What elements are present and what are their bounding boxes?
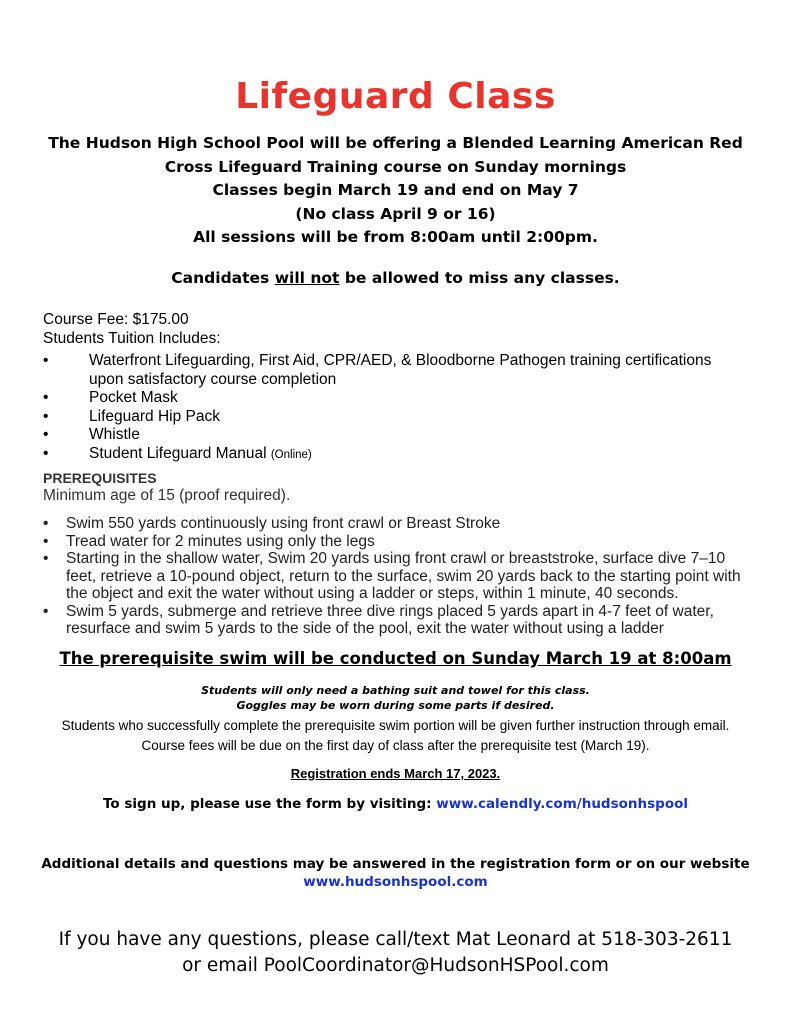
list-item (43, 515, 755, 533)
intro-line: All sessions will be from 8:00am until 2:00pm. (193, 228, 598, 246)
intro-line: Classes begin March 19 and end on May 7 (212, 181, 579, 199)
minimum-age: Minimum age of 15 (proof required). (43, 487, 291, 504)
registration-deadline: Registration ends March 17, 2023. (290, 766, 501, 781)
course-fee-block (43, 310, 221, 348)
prerequisites-list (43, 515, 755, 638)
swim-test-date: The prerequisite swim will be conducted on Sunday March 19 at 8:00am (59, 649, 732, 668)
list-item (43, 389, 743, 408)
list-item-text: Swim 550 yards continuously using front crawl or Breast Stroke (66, 515, 501, 532)
warning-emphasis: will not (274, 269, 340, 287)
intro-line: Cross Lifeguard Training course on Sunday mornings (164, 157, 627, 176)
note-line: Students will only need a bathing suit and towel for this class. (201, 684, 590, 697)
tuition-list (43, 352, 743, 464)
bullet: • (43, 426, 49, 443)
intro-text (0, 132, 791, 250)
prerequisites-heading: PREREQUISITES (43, 470, 157, 486)
list-item (43, 533, 755, 551)
list-item (43, 426, 743, 445)
bullet: • (43, 532, 49, 550)
bullet: • (43, 602, 49, 620)
list-item-text: Tread water for 2 minutes using only the legs (66, 532, 375, 550)
bullet: • (43, 407, 49, 425)
intro-line: The Hudson High School Pool will be offering a Blended Learning American Red (48, 134, 743, 152)
contact-line: If you have any questions, please call/text Mat Leonard at 518-303-2611 (58, 929, 733, 950)
signup-text: To sign up, please use the form by visiting: (102, 796, 437, 812)
list-item-note: (Online) (270, 448, 312, 461)
list-item-text: Whistle (89, 426, 140, 443)
tuition-heading: Students Tuition Includes: (43, 330, 221, 347)
equipment-note (0, 683, 791, 713)
warning-prefix: Candidates (171, 269, 275, 287)
contact-info (0, 927, 791, 979)
list-item (43, 550, 755, 603)
list-item (43, 408, 743, 427)
list-item-text: Waterfront Lifeguarding, First Aid, CPR/AED, & Bloodborne Pathogen training certifications upon satisfactory course completion (89, 352, 712, 388)
page-title: Lifeguard Class (235, 76, 556, 117)
additional-text: Additional details and questions may be answered in the registration form or on our website (41, 856, 750, 872)
contact-line: or email PoolCoordinator@HudsonHSPool.com (182, 955, 609, 976)
list-item-text: Lifeguard Hip Pack (89, 407, 220, 425)
list-item (43, 603, 755, 638)
additional-info (0, 855, 791, 891)
list-item (43, 445, 743, 465)
list-item (43, 352, 743, 389)
list-item-text: Swim 5 yards, submerge and retrieve three dive rings placed 5 yards apart in 4-7 feet of water, resurface and swim 5 yards to the side of the pool, exit the water without using a ladder (66, 602, 714, 637)
note-line: Goggles may be worn during some parts if desired. (236, 699, 555, 712)
warning-suffix: be allowed to miss any classes. (339, 269, 620, 287)
bullet: • (43, 352, 49, 369)
calendly-link[interactable]: www.calendly.com/hudsonhspool (436, 796, 688, 812)
success-paragraph: Students who successfully complete the prerequisite swim portion will be given further instruction through email. Course fees will be due on the first day of class after the prerequisite test (March 19). (61, 718, 730, 753)
bullet: • (43, 550, 49, 567)
bullet: • (43, 515, 49, 532)
list-item-text: Starting in the shallow water, Swim 20 yards using front crawl or breaststroke, surface dive 7–10 feet, retrieve a 10-pound object, return to the surface, swim 20 yards back to the starting point with the object and exit the water without using a ladder or steps, within 1 minute, 40 seconds. (66, 550, 741, 602)
list-item-text: Student Lifeguard Manual (89, 444, 267, 462)
signup-line (0, 796, 791, 812)
intro-line: (No class April 9 or 16) (295, 204, 496, 223)
bullet: • (43, 389, 49, 406)
website-link[interactable]: www.hudsonhspool.com (303, 874, 488, 890)
attendance-warning (0, 269, 791, 287)
bullet: • (43, 444, 49, 462)
course-fee: Course Fee: $175.00 (43, 311, 189, 328)
list-item-text: Pocket Mask (89, 389, 178, 406)
